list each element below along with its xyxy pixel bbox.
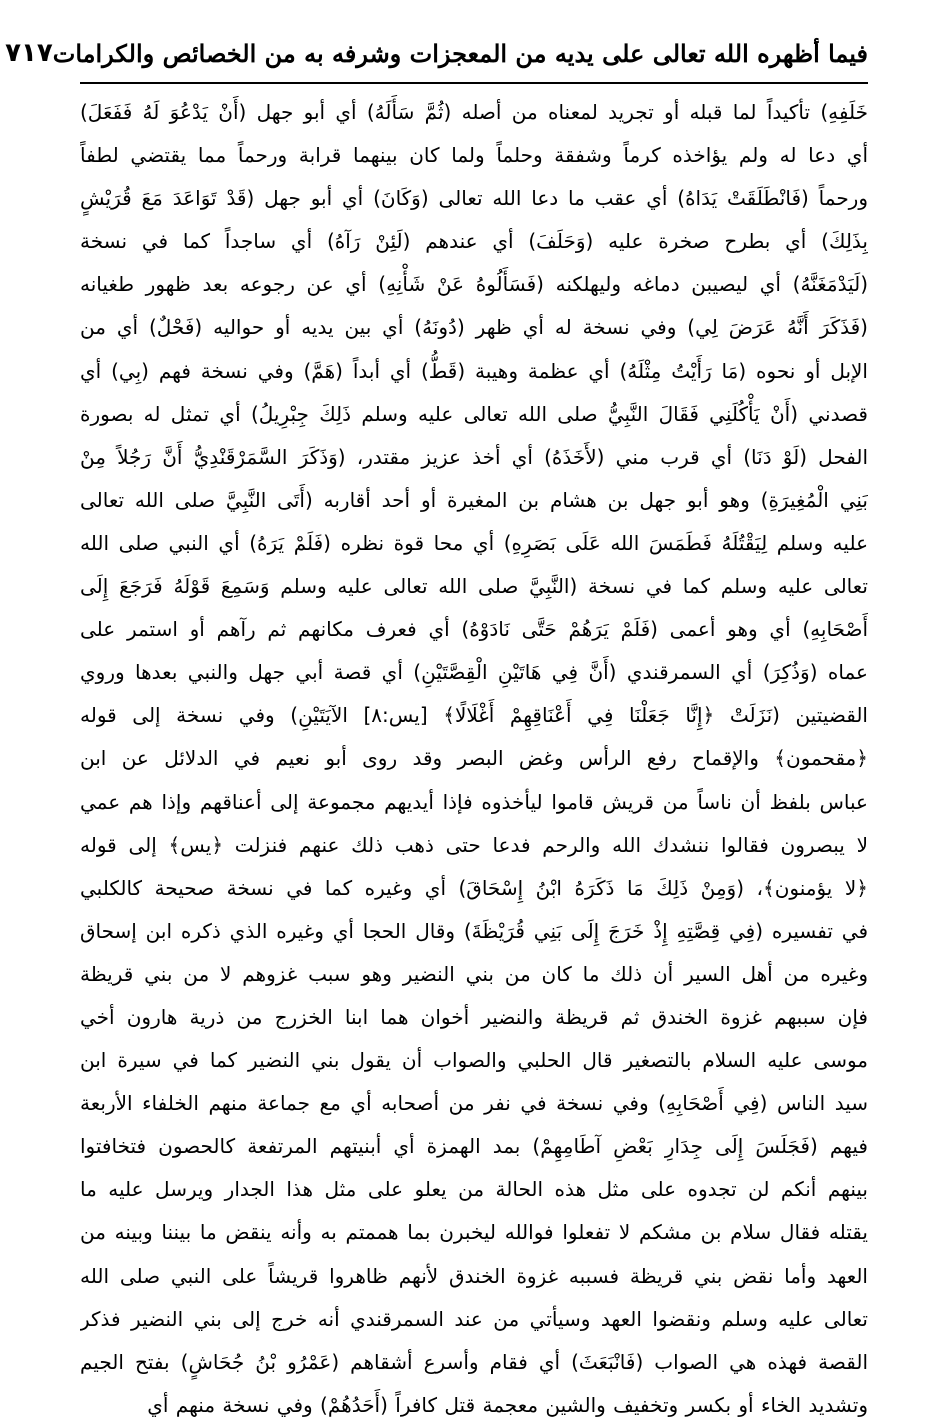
text-line: بينهم أنكم لن تجدوه على مثل هذه الحالة من يعلو على مثل هذا الجدار ويرسل عليه ما (80, 1177, 868, 1202)
text-line: فإن سببهم غزوة الخندق ثم قريظة والنضير أخوان هما ابنا الخزرج من ذرية هارون أخي (80, 1004, 868, 1029)
text-line: عباس بلفظ أن ناساً من قريش قاموا ليأخذوه فإذا أيديهم مجموعة إلى أعناقهم وإذا هم عمي (80, 789, 868, 814)
text-line: العهد وأما نقض بني قريظة فسببه غزوة الخندق لأنهم ظاهروا قريشاً على النبي صلى الله (80, 1263, 868, 1288)
running-title: فيما أظهره الله تعالى على يديه من المعجزات وشرفه به من الخصائص والكرامات (52, 38, 868, 68)
text-line: (فَذَكَرَ أَنَّهُ عَرَضَ لِي) وفي نسخة له أي ظهر (دُونَهُ) أي بين يديه أو حواليه (فَحْلٌ) أي من (80, 315, 868, 340)
text-line: وتشديد الخاء أو بكسر وتخفيف والشين معجمة قتل كافراً (أَحَدُهُمْ) وفي نسخة منهم أي (147, 1392, 868, 1417)
text-line: موسى عليه السلام بالتصغير قال الحلبي والصواب أن يقول بني النضير كما في سيرة ابن (80, 1048, 868, 1073)
text-line: الفحل (لَوْ دَنَا) أي قرب مني (لأَخَذَهُ) أي أخذ عزيز مقتدر، (وَذَكَرَ السَّمَرْقَنْدِيُّ أَنَّ رَجُلاً مِنْ (80, 444, 868, 469)
text-line: عليه وسلم لِيَقْتُلَهُ فَطَمَسَ الله عَلَى بَصَرِهِ) أي محا قوة نظره (فَلَمْ يَرَهُ) أي النبي صلى الله (80, 530, 868, 555)
text-line: ﴿لا يؤمنون﴾، (وَمِنْ ذَلِكَ مَا ذَكَرَهُ ابْنُ إِسْحَاقَ) أي وغيره كما في نسخة صحيحة كالكلبي (80, 875, 868, 900)
text-line: بَنِي الْمُغِيرَةِ) وهو أبو جهل بن هشام بن المغيرة أو أحد أقاربه (أَتَى النَّبِيَّ صلى الله تعالى (80, 487, 868, 512)
text-line: الإبل أو نحوه (مَا رَأَيْتُ مِثْلَهُ) أي عظمة وهيبة (قَطُّ) أي أبداً (هَمَّ) وفي نسخة فهم (بِي) أي (80, 358, 868, 383)
text-line: عماه (وَذُكِرَ) أي السمرقندي (أَنَّ فِي هَاتَيْنِ الْقِصَّتَيْنِ) أي قصة أبي جهل والنبي بعدها وروي (80, 660, 868, 685)
page-number: ٧١٧ (5, 38, 53, 68)
text-line: أَصْحَابِهِ) أي وهو أعمى (فَلَمْ يَرَهُمْ حَتَّى نَادَوْهُ) أي فعرف مكانهم ثم رآهم أو استمر على (80, 617, 868, 642)
header-rule (80, 82, 868, 84)
text-line: لا يبصرون فقالوا ننشدك الله والرحم فدعا حتى ذهب ذلك عنهم فنزلت ﴿يس﴾ إلى قوله (80, 832, 868, 857)
text-line: أي دعا له ولم يؤاخذه كرماً وشفقة وحلماً ولما كان بينهما قرابة ورحماً مما يقتضي لطفاً (80, 143, 868, 168)
text-line: يقتله فقال سلام بن مشكم لا تفعلوا فوالله ليخبرن بما هممتم به وأنه ينقض ما بيننا وبينه من (80, 1220, 868, 1245)
text-line: ورحماً (فَانْطَلَقَتْ يَدَاهُ) أي عقب ما دعا الله تعالى (وَكَانَ) أي أبو جهل (قَدْ تَوَاعَدَ مَعَ قُرَيْشٍ (80, 186, 868, 211)
text-line: (لَيَدْمَغَنَّهُ) أي ليصيبن دماغه وليهلكنه (فَسَأَلُوهُ عَنْ شَأْنِهِ) أي عن رجوعه بعد ظهور طغيانه (80, 272, 868, 297)
text-line: ﴿مقحمون﴾ والإقماح رفع الرأس وغض البصر وقد روى أبو نعيم في الدلائل عن ابن (80, 746, 868, 771)
text-line: وغيره من أهل السير أن ذلك ما كان من بني النضير وهو سبب غزوهم لا من بني قريظة (80, 961, 868, 986)
text-line: بِذَلِكَ) أي بطرح صخرة عليه (وَحَلَفَ) أي عندهم (لَئِنْ رَآهُ) أي ساجداً كما في نسخة (80, 229, 868, 254)
body-text (80, 91, 868, 1427)
text-line: في تفسيره (فِي قِصَّتِهِ إِذْ خَرَجَ إِلَى بَنِي قُرَيْظَةَ) وقال الحجا أي وغيره الذي ذكره ابن إسحاق (80, 918, 868, 943)
text-line: القصة فهذه هي الصواب (فَانْبَعَثَ) أي فقام وأسرع أشقاهم (عَمْرُو بْنُ جُحَاشٍ) بفتح الجيم (80, 1349, 868, 1374)
text-line: سيد الناس (فِي أَصْحَابِهِ) وفي نسخة في نفر من أصحابه أي مع جماعة منهم الخلفاء الأربعة (80, 1091, 868, 1116)
text-line: خَلَفِهِ) تأكيداً لما قبله أو تجريد لمعناه من أصله (ثُمَّ سَأَلَهُ) أي أبو جهل (أَنْ يَدْعُوَ لَهُ فَفَعَلَ) (80, 100, 868, 124)
text-line: فيهم (فَجَلَسَ إِلَى جِدَارِ بَعْضِ آطَامِهِمْ) بمد الهمزة أي أبنيتهم المرتفعة كالحصون فتخافتوا (80, 1134, 868, 1159)
text-line: تعالى عليه وسلم ونقضوا العهد وسيأتي من عند السمرقندي أنه خرج إلى بني النضير فذكر (80, 1306, 868, 1331)
text-line: تعالى عليه وسلم كما في نسخة (النَّبِيَّ صلى الله تعالى عليه وسلم وَسَمِعَ قَوْلَهُ فَرَجَعَ إِلَى (80, 574, 868, 599)
page-header (5, 32, 868, 74)
text-line: القضيتين (نَزَلَتْ ﴿إِنَّا جَعَلْنَا فِي أَعْنَاقِهِمْ أَغْلَالًا﴾ [يس:٨] الآيَتَيْنِ) وفي نسخة إلى قوله (80, 703, 868, 728)
text-line: قصدني (أَنْ يَأْكُلَنِي فَقَالَ النَّبِيُّ صلى الله تعالى عليه وسلم ذَلِكَ جِبْرِيلُ) أي تمثل له بصورة (80, 401, 868, 426)
